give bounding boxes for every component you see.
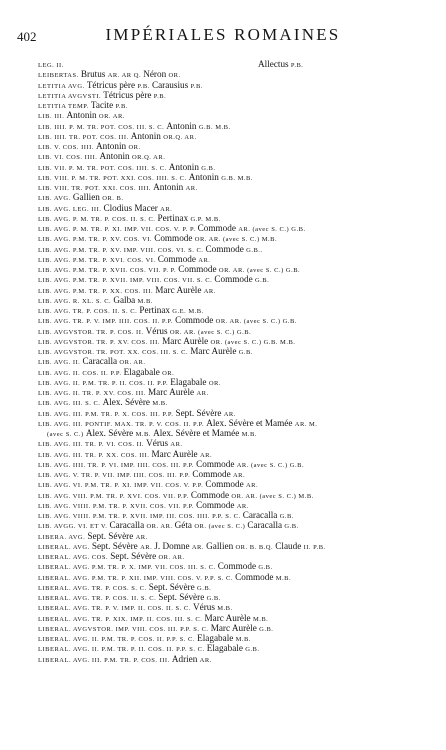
legend-text: G.B. M.B. xyxy=(198,123,231,131)
emperor-name: Caracalla xyxy=(82,356,120,367)
emperor-name: Clodius Macer xyxy=(103,202,161,213)
legend-text: LIB. AVG. III. S. C. xyxy=(38,400,103,408)
legend-text: LIBERAL. AVG. TR. P. V. IMP. II. COS. II. S. C. xyxy=(38,605,193,613)
legend-text: AR. (avec S. C.) G.B. xyxy=(236,461,305,469)
emperor-name: Commode xyxy=(205,243,247,254)
legend-text: G.B. xyxy=(279,513,294,520)
catalogue-line xyxy=(0,59,446,69)
legend-text: OR.Q. AR. xyxy=(163,133,197,141)
legend-text: LIB. AVG. VIIII. P.M. TR. P. XVII. COS. VII. P.P. xyxy=(38,502,197,510)
legend-text: LIBERAL. AVGVSTOR. IMP. VIII. COS. III. P.P. S. C. xyxy=(38,625,211,633)
emperor-name: Allectus xyxy=(258,59,291,69)
legend-text: G.B. xyxy=(206,595,221,602)
catalogue-line xyxy=(0,531,446,541)
emperor-name: Caracalla xyxy=(247,520,285,531)
catalogue-line xyxy=(0,510,446,520)
catalogue-line xyxy=(0,551,446,561)
legend-text: AR. xyxy=(236,502,249,510)
legend-text: LEG. II. xyxy=(38,62,64,69)
emperor-name: Néron xyxy=(143,69,169,80)
legend-text: OR. AR. (avec S. C.) G.B. xyxy=(218,267,301,274)
emperor-name: Commode xyxy=(178,264,219,274)
emperor-name: Commode xyxy=(196,499,237,510)
legend-text: OR. AR. (avec S. C.) M.B. xyxy=(194,236,278,244)
legend-text: G.P. M.B. xyxy=(190,215,221,223)
legend-text: LIB. AVG. VI. P.M. TR. P. XI. IMP. VII. COS. V. P.P. xyxy=(38,482,206,490)
legend-text: LIB. AVG. V. TR. P. VII. IMP. IIII. COS. III. P.P. xyxy=(38,472,193,479)
legend-text: OR. AR. xyxy=(158,554,185,561)
legend-text: G.B. xyxy=(284,523,299,531)
legend-text: LIB. AVG. P.M. TR. P. XX. COS. III. xyxy=(38,287,156,295)
emperor-name: Caracalla xyxy=(109,520,147,531)
emperor-name: Tétricus père xyxy=(86,79,138,90)
legend-text: M.B. xyxy=(241,431,257,438)
emperor-name: Commode xyxy=(192,469,233,479)
legend-text: LIB. AVG. VIII. P.M. TR. P. XVI. COS. VII. P.P. xyxy=(38,492,191,500)
legend-text: AR. xyxy=(170,441,183,449)
emperor-name: Gallien xyxy=(72,192,103,203)
legend-text: AR. xyxy=(135,533,148,541)
legend-text: AR. xyxy=(160,205,173,213)
legend-text: LIB. V. COS. IIII. xyxy=(38,144,97,151)
catalogue-line xyxy=(0,203,446,213)
catalogue-line xyxy=(0,633,446,643)
legend-text: LIB. AVG. II. P.M. TR. P. II. COS. II. P.P. xyxy=(38,379,171,387)
emperor-name: Vérus xyxy=(146,438,171,449)
emperor-name: Commode xyxy=(190,489,232,500)
emperor-name: Antonin xyxy=(66,110,99,121)
emperor-name: Antonin xyxy=(168,161,202,172)
catalogue-line xyxy=(0,162,446,172)
legend-text: P.B. xyxy=(290,62,304,69)
catalogue-line xyxy=(0,377,446,387)
page-header xyxy=(0,23,446,45)
legend-text: P.B. xyxy=(190,82,203,90)
legend-text: LIB. IIII. P. M. TR. POT. COS. III. S. C. xyxy=(38,123,167,131)
legend-text: AR. xyxy=(196,390,209,397)
emperor-name: J. Domne xyxy=(154,540,192,551)
legend-text: LIB. AVG. P.M. TR. P. XV. IMP. VIII. COS. VI. S. C. xyxy=(38,246,206,254)
catalogue-line xyxy=(0,80,446,90)
emperor-name: Galba xyxy=(113,294,138,305)
emperor-name: Antonin xyxy=(130,130,164,141)
legend-text: G.B.. xyxy=(246,246,263,254)
legend-text: LIB. AVG. III. TR. P. VI. COS. II. xyxy=(38,441,147,449)
emperor-name: Carausius xyxy=(151,79,191,90)
catalogue-line xyxy=(0,315,446,325)
catalogue-line xyxy=(0,90,446,100)
emperor-name: Antonin xyxy=(153,182,186,192)
legend-text: AR. xyxy=(199,656,212,664)
legend-text: M.B. xyxy=(137,297,153,305)
catalogue-line xyxy=(0,397,446,407)
legend-text: M.B. xyxy=(252,615,269,623)
catalogue-line xyxy=(0,602,446,612)
catalogue-line xyxy=(0,408,446,418)
catalogue-line xyxy=(0,233,446,243)
emperor-name: Géta xyxy=(174,520,195,531)
legend-text: LIB. VI. COS. IIII. xyxy=(38,154,100,162)
legend-text: OR. AR. (avec S. C.) M.B. xyxy=(231,492,314,500)
emperor-name: Commode xyxy=(217,561,259,572)
legend-text: LIB. AVGVSTOR. TR. P. COS. II. xyxy=(38,328,146,336)
catalogue-line xyxy=(0,131,446,141)
legend-text: G.B. xyxy=(254,277,270,285)
legend-text: AR. xyxy=(199,451,213,459)
legend-text: LIB. VIII. TR. POT. XXI. COS. IIII. xyxy=(38,185,154,192)
emperor-name: Commode xyxy=(235,571,276,582)
legend-text: M.B. xyxy=(235,636,252,643)
legend-list xyxy=(0,59,446,664)
emperor-name: Sept. Sévère xyxy=(91,540,141,551)
legend-text: II. P.B. xyxy=(303,543,326,551)
catalogue-line xyxy=(0,520,446,530)
catalogue-line xyxy=(0,469,446,479)
legend-text: OR. xyxy=(208,379,221,387)
legend-text: LIB. AVG. TR. P. COS. II. S. C. xyxy=(38,308,140,315)
legend-text: AR. xyxy=(191,543,207,551)
legend-text: LIB. IIII. TR. POT. COS. III. xyxy=(38,133,131,141)
emperor-name: Commode xyxy=(157,253,199,264)
emperor-name: Pertinax xyxy=(157,212,191,223)
emperor-name: Marc Aurèle xyxy=(210,622,260,633)
emperor-name: Marc Aurèle xyxy=(151,448,200,459)
legend-text: LIBERAL. AVG. II. P.M. TR. P. COS. II. P.P. S. C. xyxy=(38,636,198,643)
emperor-name: Marc Aurèle xyxy=(147,387,197,397)
emperor-name: Adrien xyxy=(171,653,200,664)
legend-text: LIB. VIII. P. M. TR. POT. XXI. COS. IIII. S. C. xyxy=(38,174,189,182)
legend-text: LIBERAL. AVG. TR. P. XIX. IMP. II. COS. III. S. C. xyxy=(38,615,205,623)
emperor-name: Marc Aurèle xyxy=(155,284,204,295)
emperor-name: Gallien xyxy=(206,540,236,551)
emperor-name: Antonin xyxy=(99,151,132,162)
emperor-name: Elagabale xyxy=(123,366,163,377)
emperor-name: Alex. Sévère et Mamée xyxy=(153,428,242,438)
catalogue-line xyxy=(0,592,446,602)
catalogue-line xyxy=(0,613,446,623)
catalogue-line xyxy=(0,490,446,500)
emperor-name: Elagabale xyxy=(197,633,236,643)
emperor-name: Antonin xyxy=(166,120,199,131)
legend-text: P.B. xyxy=(115,103,129,110)
emperor-name: Marc Aurèle xyxy=(162,335,211,346)
legend-text: AR. xyxy=(223,410,236,418)
catalogue-line xyxy=(0,561,446,571)
catalogue-line xyxy=(0,264,446,274)
legend-text: OR. (avec S. C.) G.B. M.B. xyxy=(210,338,296,346)
catalogue-line xyxy=(0,582,446,592)
legend-text: G.B. M.B. xyxy=(221,174,253,182)
catalogue-line xyxy=(0,356,446,366)
legend-text: LIBERAL. AVG. xyxy=(38,543,92,551)
legend-text: LIB. AVG. III. PONTIF. MAX. TR. P. V. COS. II. P.P. xyxy=(38,420,207,428)
emperor-name: Commode xyxy=(196,458,237,469)
emperor-name: Brutus xyxy=(80,69,108,80)
legend-text: OR.Q. AR. xyxy=(131,154,166,162)
legend-text: OR. AR. xyxy=(119,359,146,367)
legend-text: LIB. AVGG. VI. ET V. xyxy=(38,523,110,531)
legend-text: LIB. AVG. LEG. III. xyxy=(38,205,104,213)
legend-text: OR. AR. xyxy=(146,523,175,531)
emperor-name: Tétricus père xyxy=(103,89,154,100)
legend-text: LIB. AVG. II. TR. P. XV. COS. III. xyxy=(38,390,148,397)
legend-text: P.B. xyxy=(137,82,152,90)
catalogue-line xyxy=(0,336,446,346)
legend-text: AR. (avec S. C.) G.B. xyxy=(238,226,306,233)
legend-text: LIB. AVG. P.M. TR. P. XVII. COS. VII. P. P. xyxy=(38,267,179,274)
legend-text: LIBERAL. AVG. TR. P. COS. S. C. xyxy=(38,584,149,592)
legend-text: AR. xyxy=(198,256,211,264)
emperor-name: Marc Aurèle xyxy=(190,346,239,356)
emperor-name: Commode xyxy=(175,315,216,326)
catalogue-line xyxy=(0,326,446,336)
emperor-name: Commode xyxy=(154,233,195,244)
legend-text: M.B. xyxy=(135,431,154,438)
legend-text: M.B. xyxy=(152,400,168,408)
catalogue-line xyxy=(0,110,446,120)
legend-text: AR. M. xyxy=(294,420,318,428)
emperor-name: Antonin xyxy=(96,141,129,151)
legend-text: OR. (avec S. C.) xyxy=(194,523,248,531)
legend-text: G.E. M.B. xyxy=(172,308,204,315)
emperor-name: Tacite xyxy=(90,100,116,110)
legend-text: M.B. xyxy=(275,574,292,582)
legend-text: G.B. xyxy=(259,625,274,633)
catalogue-line xyxy=(0,418,446,428)
legend-text: LIBERAL. AVG. P.M. TR. P. X. IMP. VII. COS. III. S. C. xyxy=(38,564,218,572)
legend-text: M.B. xyxy=(217,605,233,613)
emperor-name: Marc Aurèle xyxy=(204,612,253,623)
legend-text: LIB. AVG. P. M. TR. P. COS. II. S. C. xyxy=(38,215,158,223)
legend-text: LIB. AVG. TR. P. V. IMP. IIII. COS. II. P.P. xyxy=(38,318,176,326)
catalogue-line xyxy=(0,305,446,315)
legend-text: P.B. xyxy=(153,92,167,100)
legend-text: LETITIA TEMP. xyxy=(38,103,91,110)
legend-text: LIB. AVG. III. P.M. TR. P. X. COS. III. P.P. xyxy=(38,410,176,418)
catalogue-line xyxy=(0,449,446,459)
legend-text: OR. AR. (avec S. C.) G.B. xyxy=(169,328,252,336)
emperor-name: Commode xyxy=(197,223,239,233)
legend-text: LIB. AVGVSTOR. TR. POT. XX. COS. III. S. C. xyxy=(38,349,191,356)
legend-text: AR. xyxy=(185,185,198,192)
legend-text: G.B. xyxy=(238,349,254,356)
legend-text: LIBERAL. AVG. II. P.M. TR. P. II. COS. II. P.P. S. C. xyxy=(38,646,207,654)
catalogue-line xyxy=(0,69,446,79)
legend-text: LIB. AVG. III. TR. P. XX. COS. III. xyxy=(38,451,152,459)
catalogue-line xyxy=(0,572,446,582)
emperor-name: Elagabale xyxy=(206,643,246,654)
legend-text: LETITIA AVGVSTI. xyxy=(38,92,104,100)
catalogue-line xyxy=(0,367,446,377)
legend-text: LIBERAL. AVG. P.M. TR. P. XII. IMP. VIII. COS. V. P.P. S. C. xyxy=(38,574,236,582)
legend-text: LIB. VII. P. M. TR. POT. COS. IIII. S. C. xyxy=(38,164,169,172)
legend-text: LIB. AVG. II. COS. II. P.P. xyxy=(38,369,124,377)
catalogue-line xyxy=(0,654,446,664)
legend-text: LIB. AVG. II. xyxy=(38,359,83,367)
page-number: 402 xyxy=(17,29,37,44)
legend-text: LETITIA AVG. xyxy=(38,82,87,90)
legend-text: LIB. AVGVSTOR. TR. P. XV. COS. III. xyxy=(38,338,163,346)
catalogue-line xyxy=(0,100,446,110)
legend-text: OR. AR. (avec S. C.) G.B. xyxy=(215,318,297,326)
catalogue-line xyxy=(0,541,446,551)
legend-text: OR. B. xyxy=(102,195,124,203)
catalogue-line xyxy=(0,459,446,469)
catalogue-line xyxy=(0,182,446,192)
emperor-name: Antonin xyxy=(188,171,222,182)
legend-text: AR. AR Q. xyxy=(107,72,144,80)
catalogue-line xyxy=(0,244,446,254)
legend-text: LIB. AVG. P.M. TR. P. XVII. IMP. VIII. COS. VII. S. C. xyxy=(38,277,215,285)
legend-text: LIBERAL. AVG. COS. xyxy=(38,554,111,561)
emperor-name: Vérus xyxy=(193,602,218,613)
legend-text: LIB. AVG. R. XL. S. C. xyxy=(38,297,114,305)
legend-text: AR. xyxy=(232,472,246,479)
catalogue-line xyxy=(0,428,446,438)
emperor-name: Elagabale xyxy=(170,376,209,387)
legend-text: G.B. xyxy=(258,564,273,572)
catalogue-line xyxy=(0,151,446,161)
legend-text: AR. xyxy=(245,482,259,490)
legend-text: G.B. xyxy=(245,646,260,654)
emperor-name: Commode xyxy=(205,479,246,490)
emperor-name: Alex. Sévère et Mamée xyxy=(206,417,295,428)
catalogue-line xyxy=(0,172,446,182)
legend-text: LIB. AVG. P. M. TR. P. XI. IMP. VII. COS. V. P. P. xyxy=(38,226,198,233)
catalogue-line xyxy=(0,500,446,510)
legend-text: G.B. xyxy=(197,584,212,592)
catalogue-line xyxy=(0,285,446,295)
legend-text: AR. xyxy=(203,287,216,295)
emperor-name: Commode xyxy=(214,274,255,285)
emperor-name: Sept. Sévère xyxy=(148,581,197,592)
catalogue-line xyxy=(0,141,446,151)
legend-text: LIB. AVG. xyxy=(38,195,73,203)
catalogue-line xyxy=(0,213,446,223)
emperor-name: Sept. Sévère xyxy=(175,407,224,418)
catalogue-line xyxy=(0,623,446,633)
legend-text: (avec S. C.) xyxy=(47,431,86,438)
legend-text: OR. B. B.Q. xyxy=(235,543,276,551)
legend-text: OR. xyxy=(168,72,181,80)
legend-text: LIB. AVG. P.M. TR. P. XV. COS. VI. xyxy=(38,236,155,244)
catalogue-line xyxy=(0,387,446,397)
emperor-name: Alex. Sévère xyxy=(102,397,153,408)
emperor-name: Claude xyxy=(275,540,304,551)
legend-text: LEIBERTAS. xyxy=(38,72,81,80)
legend-text: OR. xyxy=(162,369,175,377)
catalogue-line xyxy=(0,254,446,264)
legend-text: LIBERAL. AVG. TR. P. COS. II. S. C. xyxy=(38,595,159,602)
emperor-name: Sept. Sévère xyxy=(87,530,136,541)
catalogue-line xyxy=(0,121,446,131)
legend-text: AR. xyxy=(140,543,155,551)
legend-text: LIB. AVG. VIIII. P.M. TR. P. XVII. IMP. III. COS. IIII. P.P. S. C. xyxy=(38,513,243,520)
legend-text: OR. xyxy=(128,144,141,151)
catalogue-line xyxy=(0,223,446,233)
emperor-name: Alex. Sévère xyxy=(85,428,136,438)
legend-text: LIB. AVG. P.M. TR. P. XVI. COS. VI. xyxy=(38,256,158,264)
legend-text: LIB. III. xyxy=(38,113,67,121)
emperor-name: Pertinax xyxy=(139,305,173,315)
catalogue-line xyxy=(0,643,446,653)
legend-text: LIBERA. AVG. xyxy=(38,533,88,541)
emperor-name: Sept. Sévère xyxy=(158,592,207,602)
emperor-name: Vérus xyxy=(145,325,170,336)
catalogue-line xyxy=(0,438,446,448)
catalogue-line xyxy=(0,479,446,489)
catalogue-line xyxy=(0,192,446,202)
legend-text: LIBERAL. AVG. III. P.M. TR. P. COS. III. xyxy=(38,656,172,664)
catalogue-line xyxy=(0,346,446,356)
legend-text: OR. AR. xyxy=(98,113,125,121)
legend-text: G.B. xyxy=(201,164,216,172)
running-title: IMPÉRIALES ROMAINES xyxy=(105,25,341,44)
catalogue-line xyxy=(0,274,446,284)
emperor-name: Caracalla xyxy=(242,510,280,520)
emperor-name: Sept. Sévère xyxy=(110,551,159,561)
catalogue-line xyxy=(0,295,446,305)
legend-text: LIB. AVG. IIII. TR. P. VI. IMP. IIII. COS. III. P.P. xyxy=(38,461,197,469)
